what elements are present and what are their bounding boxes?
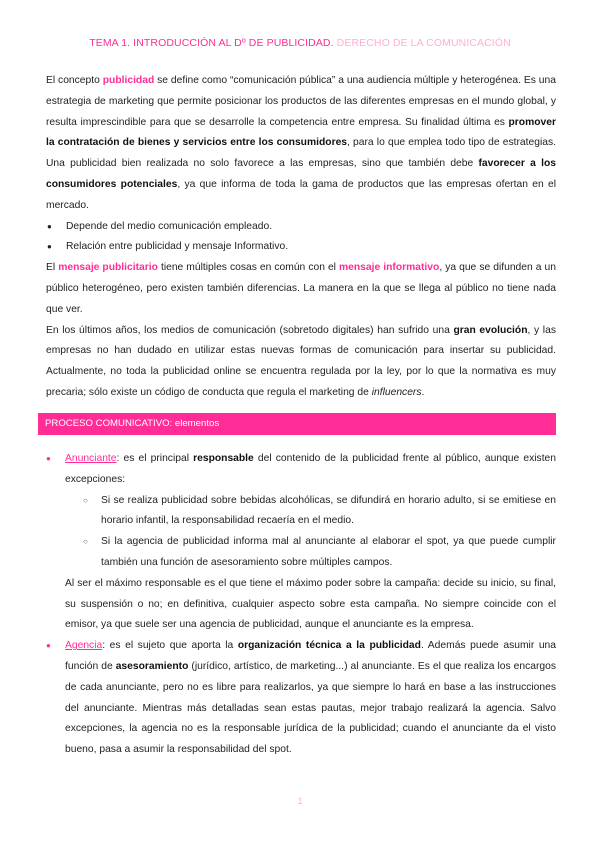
bold-phrase: promover la contratación de bienes y servicios entre los consumidores: [46, 116, 556, 149]
list-item-agencia: ● Agencia: es el sujeto que aporta la organización técnica a la publicidad. Además puede asumir una función de asesoramiento (jurídico, artístico, de marketing...) al anunciante. Es el que realiza los encargos de cada anunciante, pero no es libre para realizarlos, ya que siempre lo hará en base a las instrucciones del anunciante. Mientras más detalladas sean estas pautas, mejor trabajo realizará la agencia. Salvo excepciones, la agencia no es la responsable jurídica de la publicidad; cuando el anunciante da el visto bueno, pasa a asumir la responsabilidad del spot.: [46, 636, 556, 761]
bold-phrase: gran evolución: [453, 324, 528, 336]
paragraph-mensaje: El mensaje publicitario tiene múltiples cosas en común con el mensaje informativo, ya que se difunden a un público heterogéneo, pero existen también diferencias. La manera en la que se llega al público no tiene nada que ver.: [46, 262, 556, 315]
sub-list-item: ○ Si la agencia de publicidad informa mal al anunciante al elaborar el spot, ya que puede cumplir también una función de asesoramiento sobre múltiples campos.: [65, 532, 556, 574]
title-main: TEMA 1. INTRODUCCIÓN AL Dº DE PUBLICIDAD.: [89, 37, 334, 49]
term-mensaje-informativo: mensaje informativo: [339, 262, 440, 274]
title-subject: DERECHO DE LA COMUNICACIÓN: [336, 37, 511, 49]
sub-list-item: ○ Si se realiza publicidad sobre bebidas alcohólicas, se difundirá en horario adulto, si se emitiese en horario infantil, la responsabilidad recaería en el medio.: [65, 491, 556, 533]
section-heading-bar: PROCESO COMUNICATIVO: elementos: [38, 413, 556, 435]
italic-term: influencers: [371, 386, 422, 398]
term-anunciante: Anunciante: [65, 453, 117, 464]
bullet-list: [46, 217, 556, 259]
elements-section: [46, 449, 556, 761]
sub-list: [65, 491, 556, 574]
anunciante-paragraph: Al ser el máximo responsable es el que tiene el máximo poder sobre la campaña: decide su inicio, su final, su suspensión o no; en definitiva, cualquier aspecto sobre esta campaña. No siempre coincide con el emisor, ya que suele ser una agencia de publicidad, aunque el anunciante es la empresa.: [65, 577, 556, 631]
page-number: 1: [297, 796, 303, 806]
list-item: ● Depende del medio comunicación empleado.: [46, 217, 556, 238]
term-mensaje-publicitario: mensaje publicitario: [58, 262, 158, 274]
paragraph-publicidad: El concepto publicidad se define como “comunicación pública” a una audiencia múltiple y heterogénea. Es una estrategia de marketing que permite posicionar los productos de las diferentes empresas en el mundo global, y resulta imprescindible para que se desarrolle la competencia entre empresa. Su finalidad última es promover la contratación de bienes y servicios entre los consumidores, para lo que emplea todo tipo de estrategias. Una publicidad bien realizada no solo favorece a las empresas, sino que también debe favorecer a los consumidores potenciales, ya que informa de toda la gama de productos que las empresas ofertan en el mercado.: [46, 75, 556, 211]
list-item: ● Relación entre publicidad y mensaje Informativo.: [46, 237, 556, 258]
page-title: [0, 37, 600, 49]
elements-list: [46, 449, 556, 761]
paragraph-evolucion: En los últimos años, los medios de comunicación (sobretodo digitales) han sufrido una gran evolución, y las empresas no han dudado en utilizar estas nuevas formas de comunicación para insertar su publicidad. Actualmente, no toda la publicidad online se encuentra regulada por la ley, por lo que la normativa es muy precaria; sólo existe un código de conducta que regula el marketing de influencers.: [46, 324, 556, 398]
term-publicidad: publicidad: [102, 75, 155, 86]
term-agencia: Agencia: [65, 640, 103, 652]
list-item-anunciante: ● Anunciante: es el principal responsable del contenido de la publicidad frente al público, aunque existen excepciones: ○ Si se realiza publicidad sobre bebidas alcohólicas, se difundirá en horario adulto, si se emitiese en horario infantil, la responsabilidad recaería en el medio. ○ Si la agencia de publicidad informa mal al anunciante al elaborar el spot, ya que puede cumplir también una función de asesoramiento sobre múltiples campos. Al ser el máximo responsable es el que tiene el máximo poder sobre la campaña: decide su inicio, su final, su suspensión o no; en definitiva, cualquier aspecto sobre esta campaña. No siempre coincide con el emisor, ya que suele ser una agencia de publicidad, aunque el anunciante es la empresa.: [46, 449, 556, 636]
intro-section: [46, 71, 556, 404]
bold-phrase: favorecer a los consumidores potenciales: [46, 158, 556, 190]
